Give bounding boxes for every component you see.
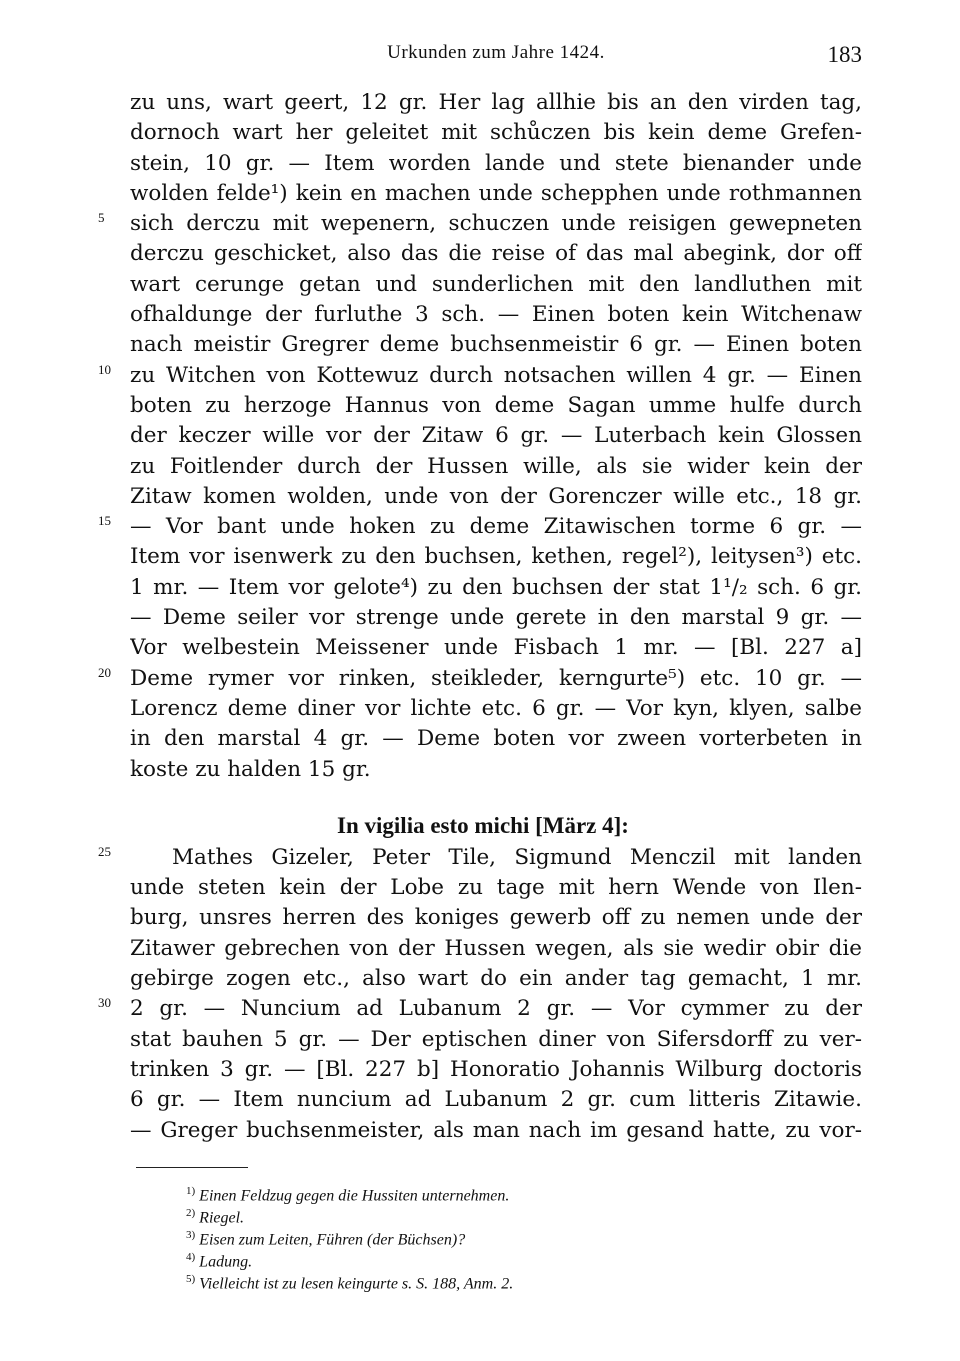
line-text: zu uns, wart geert, 12 gr. Her lag allhie bis an den virden tag, [130, 90, 862, 115]
line-number: 30 [98, 995, 111, 1011]
text-line [0, 843, 960, 873]
line-text: wolden felde¹) kein en machen unde schepphen unde rothmannen [130, 180, 862, 206]
text-line [0, 724, 960, 754]
footnote-mark: 1) [186, 1185, 196, 1197]
text-line [0, 118, 960, 148]
text-line [0, 452, 960, 482]
footnote [186, 1268, 826, 1293]
section-gap [0, 785, 960, 809]
line-text: Zitaw komen wolden, unde von der Gorenczer wille etc., 18 gr. [130, 483, 862, 509]
text-line [0, 755, 960, 785]
footnote-text: Ladung. [199, 1253, 253, 1271]
line-text: nach meistir Gregrer deme buchsenmeistir 6 gr. — Einen boten [130, 332, 862, 358]
line-text: 2 gr. — Nuncium ad Lubanum 2 gr. — Vor cymmer zu der [130, 996, 862, 1022]
footnotes [186, 1180, 826, 1293]
line-text: Item vor isenwerk zu den buchsen, kethen, regel²), leitysen³) etc. [130, 544, 862, 570]
footnote-mark: 2) [186, 1207, 196, 1219]
text-line [0, 694, 960, 724]
line-text: wart cerunge getan und sunderlichen mit den landluthen mit [130, 271, 862, 297]
line-text: — Greger buchsenmeister, als man nach im gesand hatte, zu vor- [130, 1117, 862, 1143]
text-line [0, 1025, 960, 1055]
line-text: Vor welbestein Meissener unde Fisbach 1 mr. — [Bl. 227 a] [130, 635, 862, 661]
main-text [0, 88, 960, 1146]
section-heading [0, 809, 960, 843]
line-text: Zitawer gebrechen von der Hussen wegen, als sie wedir obir die [130, 935, 862, 961]
text-line [0, 179, 960, 209]
line-text: stat bauhen 5 gr. — Der eptischen diner von Sifersdorff zu ver- [130, 1026, 862, 1052]
footnote-rule [136, 1167, 248, 1168]
line-text: Lorencz deme diner vor lichte etc. 6 gr. — Vor kyn, klyen, salbe [130, 695, 862, 721]
page-number: 183 [827, 42, 862, 67]
text-line [0, 664, 960, 694]
page-header [130, 38, 862, 68]
text-line [0, 209, 960, 239]
line-text: zu Witchen von Kottewuz durch notsachen willen 4 gr. — Einen [130, 362, 862, 388]
text-line [0, 361, 960, 391]
footnote-mark: 5) [186, 1273, 196, 1285]
running-title: Urkunden zum Jahre 1424. [387, 42, 605, 63]
text-line [0, 391, 960, 421]
footnote [186, 1180, 826, 1205]
text-line [0, 1055, 960, 1085]
text-line [0, 1085, 960, 1115]
line-text: Deme rymer vor rinken, steikleder, kerngurte⁵) etc. 10 gr. — [130, 665, 862, 691]
footnote-mark: 3) [186, 1229, 196, 1241]
line-text: in den marstal 4 gr. — Deme boten vor zween vorterbeten in [130, 726, 862, 752]
text-line [0, 633, 960, 663]
text-line [0, 934, 960, 964]
text-line [0, 903, 960, 933]
footnote [186, 1202, 826, 1227]
text-line [0, 873, 960, 903]
line-number: 15 [98, 513, 111, 529]
line-text: sich derczu mit wepenern, schuczen unde reisigen gewepneten [130, 211, 862, 237]
text-line [0, 300, 960, 330]
text-line [0, 964, 960, 994]
line-number: 25 [98, 843, 111, 859]
text-line [0, 421, 960, 451]
line-text: derczu geschicket, also das die reise of das mal abegink, dor off [130, 241, 862, 267]
line-number: 5 [98, 210, 105, 226]
text-line [0, 330, 960, 360]
line-text: koste zu halden 15 gr. [130, 756, 371, 782]
text-line [0, 994, 960, 1024]
line-text: — Vor bant unde hoken zu deme Zitawischen torme 6 gr. — [130, 514, 862, 540]
footnote-mark: 4) [186, 1251, 196, 1263]
text-line [0, 149, 960, 179]
line-text: zu Foitlender durch der Hussen wille, als sie wider kein der [130, 453, 862, 479]
text-line [0, 603, 960, 633]
text-line [0, 512, 960, 542]
footnote-text: Einen Feldzug gegen die Hussiten unternehmen. [199, 1187, 510, 1205]
line-text: — Deme seiler vor strenge unde gerete in den marstal 9 gr. — [130, 605, 862, 631]
line-text: 6 gr. — Item nuncium ad Lubanum 2 gr. cum litteris Zitawie. [130, 1087, 862, 1113]
text-line [0, 270, 960, 300]
line-text: ofhaldunge der furluthe 3 sch. — Einen boten kein Witchenaw [130, 302, 862, 328]
line-number: 20 [98, 664, 111, 680]
line-text: 1 mr. — Item vor gelote⁴) zu den buchsen der stat 1¹/₂ sch. 6 gr. [130, 574, 862, 600]
footnote-text: Riegel. [199, 1209, 245, 1227]
footnote [186, 1246, 826, 1271]
footnote-text: Eisen zum Leiten, Führen (der Büchsen)? [199, 1231, 466, 1249]
section-heading-text: In vigilia esto michi [März 4]: [337, 812, 629, 838]
line-text: stein, 10 gr. — Item worden lande und stete bienander unde [130, 150, 862, 176]
line-text: trinken 3 gr. — [Bl. 227 b] Honoratio Johannis Wilburg doctoris [130, 1056, 862, 1082]
line-text: dornoch wart her geleitet mit schůczen bis kein deme Grefen- [130, 120, 862, 146]
line-text: burg, unsres herren des koniges gewerb off zu nemen unde der [130, 905, 862, 931]
line-text: der keczer wille vor der Zitaw 6 gr. — Luterbach kein Glossen [130, 423, 862, 449]
line-text: gebirge zogen etc., also wart do ein ander tag gemacht, 1 mr. [130, 966, 862, 992]
text-line [0, 482, 960, 512]
text-line [0, 542, 960, 572]
text-line [0, 1116, 960, 1146]
line-number: 10 [98, 361, 111, 377]
footnote-text: Vielleicht ist zu lesen keingurte s. S. 188, Anm. 2. [199, 1275, 514, 1293]
line-text: boten zu herzoge Hannus von deme Sagan umme hulfe durch [130, 392, 862, 418]
text-line [0, 573, 960, 603]
line-text: unde steten kein der Lobe zu tage mit hern Wende von Ilen- [130, 875, 862, 901]
text-line [0, 88, 960, 118]
footnote [186, 1224, 826, 1249]
text-line [0, 239, 960, 269]
line-text: Mathes Gizeler, Peter Tile, Sigmund Menczil mit landen [172, 844, 862, 870]
